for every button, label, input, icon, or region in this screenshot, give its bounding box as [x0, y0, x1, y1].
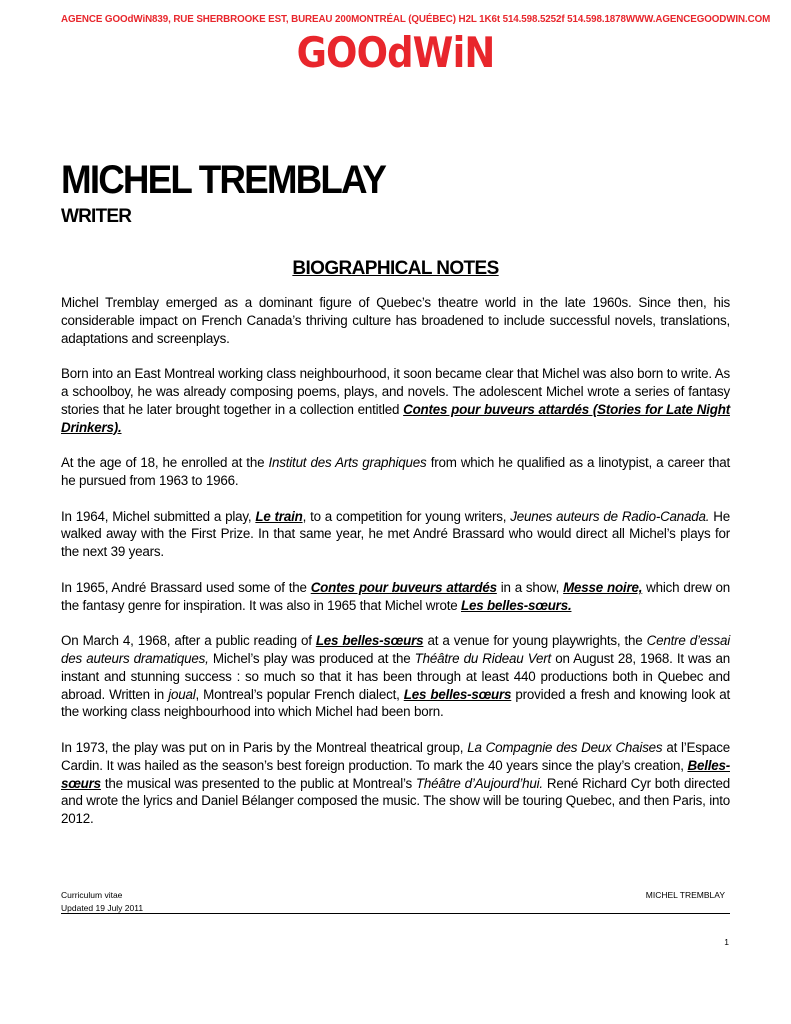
agency-city: MONTRÉAL (QUÉBEC) H2L 1K6: [351, 14, 497, 25]
page-number: 1: [724, 937, 729, 947]
bio-paragraph-7: In 1973, the play was put on in Paris by the Montreal theatrical group, La Compagnie des Deux Chaises at l’Espace Cardin. It was hailed as the season’s best foreign production. To mark the 40 years since the play’s creation, Belles-sœurs the musical was presented to the public at Montreal’s Théâtre d’Aujourd’hui. René Richard Cyr both directed and wrote the lyrics and Daniel Bélanger composed the music. The show will be touring Quebec, and then Paris, into 2012.: [61, 739, 731, 827]
work-title: Les belles-sœurs.: [461, 597, 572, 613]
work-title: Contes pour buveurs attardés: [310, 579, 497, 595]
work-title: Contes pour buveurs attardés (Stories for Late Night Drinkers).: [61, 401, 730, 435]
biography-body: [61, 294, 730, 828]
agency-website-link[interactable]: WWW.AGENCEGOODWIN.COM: [625, 14, 771, 25]
work-title: Belles-sœurs: [61, 757, 730, 791]
work-title: Les belles-sœurs: [315, 633, 424, 649]
agency-address: 839, RUE SHERBROOKE EST, BUREAU 200: [152, 14, 352, 25]
footer-updated-date: Updated 19 July 2011: [61, 903, 144, 913]
institution-name: Institut des Arts graphiques: [268, 455, 427, 471]
bio-paragraph-1: Michel Tremblay emerged as a dominant figure of Quebec’s theatre world in the late 1960s. Since then, his considerable impact on French Canada’s thriving culture has broadened to include successful novels, translations, adaptations and screenplays.: [61, 295, 730, 346]
page-title: MICHEL TREMBLAY: [61, 158, 386, 202]
work-title: Les belles-sœurs: [403, 686, 512, 702]
footer-divider: [61, 913, 730, 914]
bio-paragraph-4: In 1964, Michel submitted a play, Le train, to a competition for young writers, Jeunes auteurs de Radio-Canada. He walked away with the First Prize. In that same year, he met André Brassard who would direct all Michel’s plays for the next 39 years.: [61, 508, 730, 560]
bio-paragraph-5: In 1965, André Brassard used some of the Contes pour buveurs attardés in a show, Messe noire, which drew on the fantasy genre for inspiration. It was also in 1965 that Michel wrote Les belles-sœurs.: [61, 579, 730, 613]
venue-name: Centre d’essai des auteurs dramatiques,: [61, 633, 730, 666]
footer-doc-type: Curriculum vitae: [61, 890, 123, 900]
bio-paragraph-3: At the age of 18, he enrolled at the Institut des Arts graphiques from which he qualified as a linotypist, a career that he pursued from 1963 to 1966.: [61, 455, 730, 488]
theatre-name: Théâtre du Rideau Vert: [414, 650, 552, 666]
agency-fax: f 514.598.1878: [561, 14, 626, 25]
bio-paragraph-6: On March 4, 1968, after a public reading of Les belles-sœurs at a venue for young playwrights, the Centre d’essai des auteurs dramatiques, Michel’s play was produced at the Théâtre du Rideau Vert on August 28, 1968. It was an instant and stunning success : so much so that it has been through at least 440 productions both in Quebec and abroad. Written in joual, Montreal’s popular French dialect, Les belles-sœurs provided a fresh and knowing look at the working class neighbourhood into which Michel had been born.: [61, 633, 730, 720]
competition-name: Jeunes auteurs de Radio-Canada.: [510, 508, 710, 524]
section-heading: BIOGRAPHICAL NOTES: [292, 258, 499, 279]
theatre-name: Théâtre d’Aujourd’hui.: [415, 775, 543, 791]
goodwin-logo: GOOdWiN: [296, 28, 495, 77]
work-title: Le train: [255, 508, 303, 524]
dialect-name: joual: [168, 686, 196, 702]
page-subtitle-role: WRITER: [61, 206, 132, 227]
footer-author: MICHEL TREMBLAY: [645, 890, 725, 900]
agency-phone: t 514.598.5252: [496, 14, 562, 25]
theatre-group-name: La Compagnie des Deux Chaises: [467, 739, 663, 755]
agency-name: AGENCE GOOdWiN: [61, 14, 153, 25]
footer-left: [61, 889, 143, 915]
bio-paragraph-2: Born into an East Montreal working class neighbourhood, it soon became clear that Michel was also born to write. As a schoolboy, he was already composing poems, plays, and novels. The adolescent Michel wrote a series of fantasy stories that he later brought together in a collection entitled Contes pour buveurs attardés (Stories for Late Night Drinkers).: [61, 366, 730, 435]
agency-header: [61, 14, 771, 25]
work-title: Messe noire,: [563, 579, 643, 595]
